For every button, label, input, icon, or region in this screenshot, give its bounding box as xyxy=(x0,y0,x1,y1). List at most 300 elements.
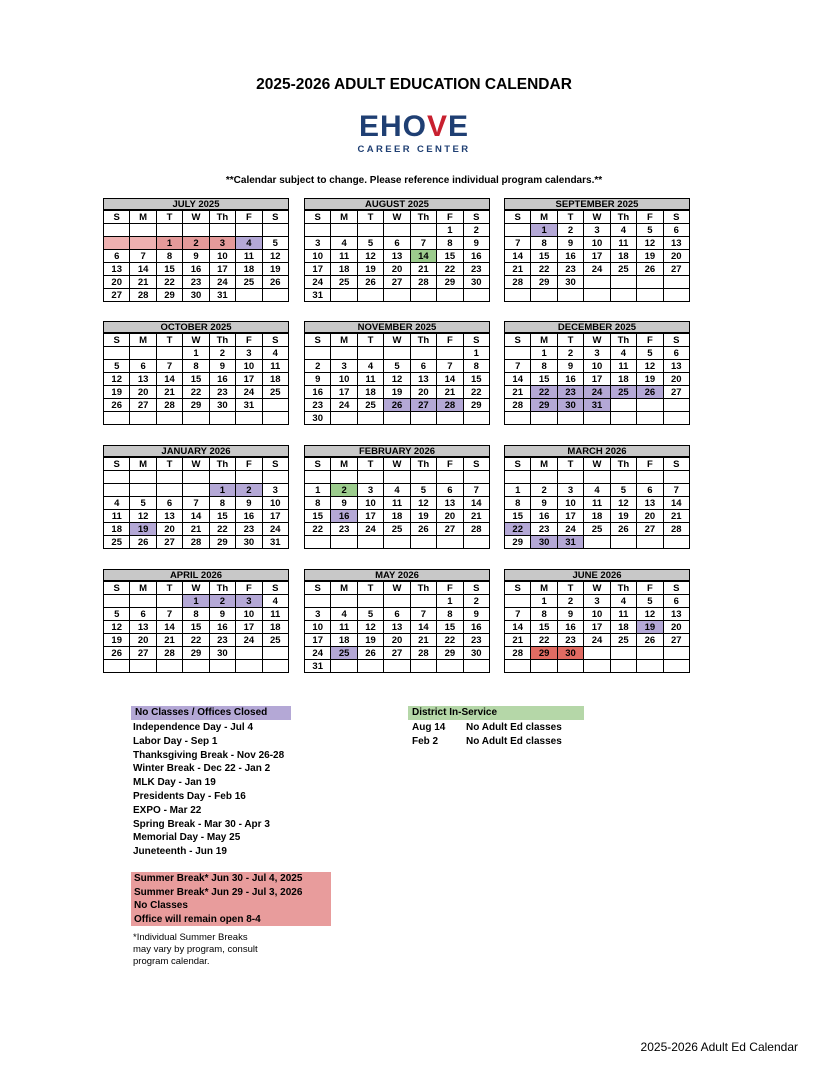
empty-day-cell xyxy=(637,276,663,289)
day-cell: 22 xyxy=(183,634,209,647)
day-cell: 2 xyxy=(558,224,584,237)
day-cell: 10 xyxy=(210,250,236,263)
day-cell: 17 xyxy=(331,386,357,399)
day-cell: 22 xyxy=(464,386,490,399)
day-cell: 3 xyxy=(358,484,384,497)
day-cell: 2 xyxy=(558,347,584,360)
weekday-header: F xyxy=(637,211,663,224)
day-cell: 1 xyxy=(531,224,557,237)
weekday-header: F xyxy=(236,334,262,347)
weekday-header: T xyxy=(358,458,384,471)
day-cell: 19 xyxy=(637,621,663,634)
day-cell: 30 xyxy=(558,399,584,412)
day-cell: 17 xyxy=(305,263,331,276)
empty-day-cell xyxy=(331,347,357,360)
day-cell: 18 xyxy=(104,523,130,536)
day-cell: 7 xyxy=(664,484,690,497)
day-cell: 31 xyxy=(305,289,331,302)
day-cell: 30 xyxy=(210,647,236,660)
weekday-header: Th xyxy=(411,458,437,471)
empty-day-cell xyxy=(664,536,690,549)
day-cell: 20 xyxy=(130,386,156,399)
day-cell: 4 xyxy=(263,595,289,608)
month-days-grid xyxy=(504,210,690,302)
day-cell: 18 xyxy=(584,510,610,523)
day-cell: 15 xyxy=(531,250,557,263)
weekday-header: S xyxy=(464,211,490,224)
day-cell: 31 xyxy=(558,536,584,549)
weekday-header: F xyxy=(236,582,262,595)
month-header: MARCH 2026 xyxy=(504,445,690,457)
day-cell: 22 xyxy=(531,263,557,276)
day-cell: 16 xyxy=(558,621,584,634)
day-cell: 12 xyxy=(611,497,637,510)
day-cell: 25 xyxy=(611,386,637,399)
day-cell: 6 xyxy=(130,360,156,373)
empty-day-cell xyxy=(664,289,690,302)
inservice-legend-heading: District In-Service xyxy=(408,706,584,720)
day-cell: 8 xyxy=(183,608,209,621)
weekday-header: F xyxy=(437,458,463,471)
day-cell: 1 xyxy=(305,484,331,497)
day-cell: 14 xyxy=(411,250,437,263)
day-cell: 28 xyxy=(183,536,209,549)
day-cell: 5 xyxy=(263,237,289,250)
month-days-grid xyxy=(304,581,490,673)
day-cell: 1 xyxy=(157,237,183,250)
day-cell: 27 xyxy=(130,399,156,412)
day-cell: 28 xyxy=(157,647,183,660)
day-cell: 9 xyxy=(558,237,584,250)
day-cell: 22 xyxy=(210,523,236,536)
day-cell: 6 xyxy=(437,484,463,497)
day-cell: 9 xyxy=(531,497,557,510)
day-cell: 5 xyxy=(411,484,437,497)
empty-day-cell xyxy=(236,471,262,484)
day-cell: 22 xyxy=(531,386,557,399)
closed-legend-item: MLK Day - Jan 19 xyxy=(133,777,216,789)
month-days-grid xyxy=(103,210,289,302)
day-cell: 15 xyxy=(464,373,490,386)
empty-day-cell xyxy=(358,471,384,484)
day-cell: 20 xyxy=(384,263,410,276)
weekday-header: S xyxy=(505,211,531,224)
day-cell: 24 xyxy=(305,647,331,660)
weekday-header: S xyxy=(263,458,289,471)
month-february-2026 xyxy=(304,445,490,549)
day-cell: 8 xyxy=(437,608,463,621)
day-cell: 1 xyxy=(210,484,236,497)
day-cell: 5 xyxy=(637,595,663,608)
day-cell: 4 xyxy=(611,595,637,608)
day-cell: 11 xyxy=(331,250,357,263)
day-cell: 30 xyxy=(236,536,262,549)
day-cell: 10 xyxy=(236,608,262,621)
day-cell: 31 xyxy=(210,289,236,302)
day-cell: 21 xyxy=(157,634,183,647)
footnote-line: may vary by program, consult xyxy=(133,944,258,955)
day-cell: 10 xyxy=(584,608,610,621)
empty-day-cell xyxy=(664,412,690,425)
day-cell: 9 xyxy=(464,237,490,250)
weekday-header: M xyxy=(531,334,557,347)
day-cell: 28 xyxy=(505,399,531,412)
closed-legend-item: Thanksgiving Break - Nov 26-28 xyxy=(133,749,285,761)
weekday-header: S xyxy=(263,211,289,224)
day-cell: 23 xyxy=(236,523,262,536)
empty-day-cell xyxy=(637,660,663,673)
day-cell: 23 xyxy=(210,634,236,647)
empty-day-cell xyxy=(584,412,610,425)
ehove-logo xyxy=(0,112,828,155)
empty-day-cell xyxy=(130,237,156,250)
weekday-header: Th xyxy=(210,211,236,224)
day-cell: 2 xyxy=(305,360,331,373)
day-cell: 15 xyxy=(183,373,209,386)
empty-day-cell xyxy=(464,660,490,673)
empty-day-cell xyxy=(664,660,690,673)
day-cell: 7 xyxy=(505,608,531,621)
day-cell: 2 xyxy=(531,484,557,497)
empty-day-cell xyxy=(157,412,183,425)
empty-day-cell xyxy=(183,224,209,237)
summer-break-line: No Classes xyxy=(134,900,188,911)
weekday-header: T xyxy=(157,334,183,347)
day-cell: 30 xyxy=(558,276,584,289)
day-cell: 20 xyxy=(157,523,183,536)
day-cell: 15 xyxy=(531,373,557,386)
day-cell: 22 xyxy=(305,523,331,536)
weekday-header: T xyxy=(157,458,183,471)
day-cell: 1 xyxy=(437,595,463,608)
day-cell: 9 xyxy=(558,608,584,621)
weekday-header: W xyxy=(183,211,209,224)
weekday-header: Th xyxy=(611,334,637,347)
closed-legend-item: Labor Day - Sep 1 xyxy=(133,735,218,747)
day-cell: 24 xyxy=(263,523,289,536)
day-cell: 23 xyxy=(558,386,584,399)
day-cell: 16 xyxy=(210,621,236,634)
empty-day-cell xyxy=(611,647,637,660)
closed-legend-heading: No Classes / Offices Closed xyxy=(131,706,291,720)
day-cell: 8 xyxy=(157,250,183,263)
day-cell: 21 xyxy=(464,510,490,523)
day-cell: 20 xyxy=(411,386,437,399)
empty-day-cell xyxy=(411,595,437,608)
empty-day-cell xyxy=(384,660,410,673)
day-cell: 5 xyxy=(358,237,384,250)
day-cell: 6 xyxy=(637,484,663,497)
empty-day-cell xyxy=(104,595,130,608)
month-header: JANUARY 2026 xyxy=(103,445,289,457)
day-cell: 22 xyxy=(183,386,209,399)
empty-day-cell xyxy=(384,536,410,549)
weekday-header: M xyxy=(130,211,156,224)
day-cell: 11 xyxy=(584,497,610,510)
day-cell: 14 xyxy=(411,621,437,634)
day-cell: 13 xyxy=(384,621,410,634)
month-header: FEBRUARY 2026 xyxy=(304,445,490,457)
day-cell: 14 xyxy=(437,373,463,386)
day-cell: 15 xyxy=(505,510,531,523)
closed-legend-item: Presidents Day - Feb 16 xyxy=(133,790,246,802)
day-cell: 22 xyxy=(437,634,463,647)
empty-day-cell xyxy=(411,347,437,360)
day-cell: 12 xyxy=(637,608,663,621)
weekday-header: T xyxy=(558,211,584,224)
month-header: JUNE 2026 xyxy=(504,569,690,581)
empty-day-cell xyxy=(210,471,236,484)
day-cell: 16 xyxy=(464,250,490,263)
weekday-header: W xyxy=(584,458,610,471)
empty-day-cell xyxy=(464,471,490,484)
weekday-header: Th xyxy=(611,211,637,224)
day-cell: 9 xyxy=(558,360,584,373)
weekday-header: Th xyxy=(210,582,236,595)
empty-day-cell xyxy=(611,399,637,412)
empty-day-cell xyxy=(130,471,156,484)
month-september-2025 xyxy=(504,198,690,302)
day-cell: 11 xyxy=(611,237,637,250)
day-cell: 18 xyxy=(358,386,384,399)
weekday-header: S xyxy=(104,211,130,224)
closed-legend-item: Independence Day - Jul 4 xyxy=(133,722,254,733)
inservice-date: Feb 2 xyxy=(412,735,439,747)
day-cell: 5 xyxy=(384,360,410,373)
empty-day-cell xyxy=(210,224,236,237)
day-cell: 27 xyxy=(437,523,463,536)
day-cell: 23 xyxy=(305,399,331,412)
day-cell: 18 xyxy=(611,373,637,386)
day-cell: 13 xyxy=(411,373,437,386)
day-cell: 14 xyxy=(130,263,156,276)
weekday-header: W xyxy=(384,211,410,224)
day-cell: 3 xyxy=(584,224,610,237)
day-cell: 14 xyxy=(505,621,531,634)
day-cell: 1 xyxy=(183,595,209,608)
weekday-header: F xyxy=(236,211,262,224)
day-cell: 12 xyxy=(358,250,384,263)
day-cell: 18 xyxy=(331,634,357,647)
weekday-header: Th xyxy=(210,458,236,471)
day-cell: 25 xyxy=(104,536,130,549)
day-cell: 28 xyxy=(505,647,531,660)
inservice-text: No Adult Ed classes xyxy=(466,735,562,747)
day-cell: 12 xyxy=(637,360,663,373)
weekday-header: F xyxy=(236,458,262,471)
day-cell: 1 xyxy=(437,224,463,237)
weekday-header: W xyxy=(183,458,209,471)
day-cell: 13 xyxy=(130,373,156,386)
day-cell: 26 xyxy=(637,386,663,399)
day-cell: 5 xyxy=(130,497,156,510)
logo-subtitle: CAREER CENTER xyxy=(357,144,471,155)
weekday-header: S xyxy=(505,458,531,471)
empty-day-cell xyxy=(437,412,463,425)
empty-day-cell xyxy=(584,647,610,660)
day-cell: 12 xyxy=(358,621,384,634)
day-cell: 27 xyxy=(664,263,690,276)
day-cell: 26 xyxy=(104,647,130,660)
day-cell: 17 xyxy=(558,510,584,523)
day-cell: 29 xyxy=(531,276,557,289)
day-cell: 16 xyxy=(236,510,262,523)
month-november-2025 xyxy=(304,321,490,425)
day-cell: 29 xyxy=(437,276,463,289)
day-cell: 20 xyxy=(637,510,663,523)
weekday-header: W xyxy=(183,582,209,595)
day-cell: 24 xyxy=(358,523,384,536)
day-cell: 14 xyxy=(505,373,531,386)
empty-day-cell xyxy=(531,412,557,425)
weekday-header: S xyxy=(305,211,331,224)
empty-day-cell xyxy=(437,536,463,549)
empty-day-cell xyxy=(664,399,690,412)
day-cell: 20 xyxy=(664,373,690,386)
day-cell: 26 xyxy=(130,536,156,549)
day-cell: 16 xyxy=(558,250,584,263)
weekday-header: F xyxy=(437,582,463,595)
empty-day-cell xyxy=(437,660,463,673)
empty-day-cell xyxy=(611,660,637,673)
day-cell: 10 xyxy=(584,237,610,250)
empty-day-cell xyxy=(183,484,209,497)
summer-break-box xyxy=(131,872,331,926)
day-cell: 17 xyxy=(584,621,610,634)
day-cell: 21 xyxy=(130,276,156,289)
empty-day-cell xyxy=(637,536,663,549)
empty-day-cell xyxy=(358,347,384,360)
day-cell: 3 xyxy=(236,347,262,360)
empty-day-cell xyxy=(130,484,156,497)
weekday-header: T xyxy=(358,211,384,224)
day-cell: 5 xyxy=(637,347,663,360)
day-cell: 31 xyxy=(584,399,610,412)
empty-day-cell xyxy=(411,289,437,302)
day-cell: 29 xyxy=(531,399,557,412)
day-cell: 11 xyxy=(104,510,130,523)
empty-day-cell xyxy=(305,595,331,608)
day-cell: 24 xyxy=(331,399,357,412)
day-cell: 10 xyxy=(584,360,610,373)
day-cell: 27 xyxy=(664,386,690,399)
day-cell: 25 xyxy=(263,634,289,647)
day-cell: 12 xyxy=(263,250,289,263)
day-cell: 15 xyxy=(531,621,557,634)
day-cell: 29 xyxy=(210,536,236,549)
empty-day-cell xyxy=(331,224,357,237)
day-cell: 30 xyxy=(210,399,236,412)
day-cell: 26 xyxy=(411,523,437,536)
day-cell: 4 xyxy=(358,360,384,373)
weekday-header: T xyxy=(358,582,384,595)
weekday-header: W xyxy=(384,334,410,347)
empty-day-cell xyxy=(104,237,130,250)
empty-day-cell xyxy=(584,289,610,302)
empty-day-cell xyxy=(236,289,262,302)
empty-day-cell xyxy=(305,224,331,237)
day-cell: 12 xyxy=(384,373,410,386)
month-days-grid xyxy=(304,210,490,302)
weekday-header: W xyxy=(584,582,610,595)
empty-day-cell xyxy=(611,471,637,484)
day-cell: 29 xyxy=(531,647,557,660)
weekday-header: Th xyxy=(411,582,437,595)
day-cell: 28 xyxy=(411,647,437,660)
day-cell: 24 xyxy=(210,276,236,289)
empty-day-cell xyxy=(584,660,610,673)
day-cell: 8 xyxy=(305,497,331,510)
empty-day-cell xyxy=(384,595,410,608)
empty-day-cell xyxy=(384,224,410,237)
weekday-header: S xyxy=(664,458,690,471)
day-cell: 27 xyxy=(411,399,437,412)
empty-day-cell xyxy=(505,224,531,237)
day-cell: 29 xyxy=(157,289,183,302)
day-cell: 3 xyxy=(263,484,289,497)
day-cell: 4 xyxy=(584,484,610,497)
day-cell: 3 xyxy=(305,237,331,250)
day-cell: 8 xyxy=(531,608,557,621)
day-cell: 25 xyxy=(236,276,262,289)
weekday-header: M xyxy=(331,211,357,224)
empty-day-cell xyxy=(331,595,357,608)
day-cell: 10 xyxy=(305,250,331,263)
empty-day-cell xyxy=(331,289,357,302)
day-cell: 2 xyxy=(464,224,490,237)
day-cell: 9 xyxy=(305,373,331,386)
empty-day-cell xyxy=(157,484,183,497)
weekday-header: F xyxy=(437,211,463,224)
day-cell: 16 xyxy=(210,373,236,386)
empty-day-cell xyxy=(130,347,156,360)
weekday-header: S xyxy=(305,458,331,471)
day-cell: 6 xyxy=(664,224,690,237)
day-cell: 22 xyxy=(505,523,531,536)
day-cell: 2 xyxy=(558,595,584,608)
weekday-header: T xyxy=(157,582,183,595)
day-cell: 5 xyxy=(104,360,130,373)
empty-day-cell xyxy=(637,399,663,412)
day-cell: 12 xyxy=(130,510,156,523)
day-cell: 6 xyxy=(664,595,690,608)
day-cell: 3 xyxy=(305,608,331,621)
closed-legend-list xyxy=(133,721,284,859)
day-cell: 6 xyxy=(384,237,410,250)
inservice-legend-item xyxy=(412,721,562,735)
month-april-2026 xyxy=(103,569,289,673)
weekday-header: T xyxy=(558,334,584,347)
day-cell: 18 xyxy=(331,263,357,276)
weekday-header: W xyxy=(183,334,209,347)
empty-day-cell xyxy=(384,471,410,484)
day-cell: 7 xyxy=(505,237,531,250)
weekday-header: Th xyxy=(611,582,637,595)
weekday-header: F xyxy=(437,334,463,347)
day-cell: 24 xyxy=(236,634,262,647)
empty-day-cell xyxy=(236,647,262,660)
day-cell: 4 xyxy=(384,484,410,497)
day-cell: 24 xyxy=(236,386,262,399)
day-cell: 28 xyxy=(130,289,156,302)
day-cell: 19 xyxy=(411,510,437,523)
day-cell: 15 xyxy=(305,510,331,523)
day-cell: 24 xyxy=(305,276,331,289)
day-cell: 3 xyxy=(210,237,236,250)
empty-day-cell xyxy=(384,289,410,302)
day-cell: 14 xyxy=(464,497,490,510)
empty-day-cell xyxy=(531,660,557,673)
